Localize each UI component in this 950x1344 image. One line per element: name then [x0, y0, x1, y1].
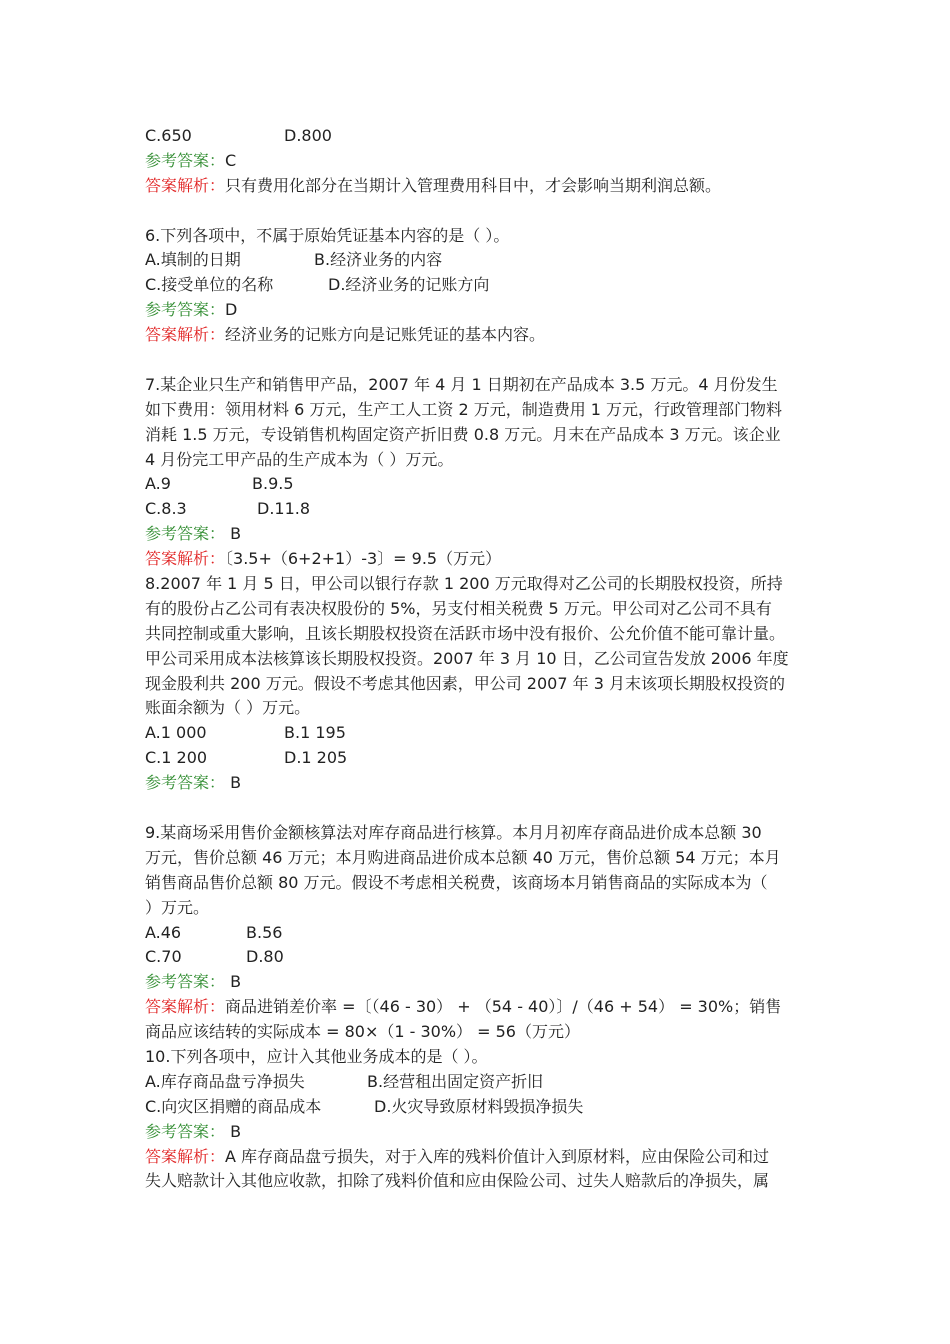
q5-answer: [145, 149, 810, 174]
q9-option-d: D.80: [246, 947, 284, 967]
q7-stem-line: 7.某企业只生产和销售甲产品，2007 年 4 月 1 日期初在产品成本 3.5 万元。4 月份发生: [145, 374, 778, 394]
explanation-text: 经济业务的记账方向是记账凭证的基本内容。: [225, 325, 546, 345]
q6-option-d: D.经济业务的记账方向: [328, 275, 490, 295]
q7-answer: [145, 522, 810, 547]
q7-options-ab: [145, 472, 810, 497]
q8-stem-line: 8.2007 年 1 月 5 日，甲公司以银行存款 1 200 万元取得对乙公司的长期股权投资，所持: [145, 574, 783, 594]
q7-option-b: B.9.5: [252, 474, 294, 494]
q8-stem-line: 共同控制或重大影响，且该长期股权投资在活跃市场中没有报价、公允价值不能可靠计量。: [145, 623, 786, 643]
explanation-label: 答案解析：: [145, 997, 226, 1017]
q8-option-a: A.1 000: [145, 723, 207, 743]
q6-option-b: B.经济业务的内容: [314, 250, 443, 270]
spacer: [145, 199, 810, 224]
q9-stem-line: 9.某商场采用售价金额核算法对库存商品进行核算。本月月初库存商品进价成本总额 30: [145, 822, 762, 842]
q10-options-ab: [145, 1070, 810, 1095]
q8-stem-line: 有的股份占乙公司有表决权股份的 5%，另支付相关税费 5 万元。甲公司对乙公司不具有: [145, 598, 772, 618]
answer-value: C: [225, 150, 237, 170]
answer-value: B: [230, 524, 242, 544]
q10-option-a: A.库存商品盘亏净损失: [145, 1071, 305, 1091]
q5-explanation: [145, 174, 810, 199]
q8-stem-line: 现金股利共 200 万元。假设不考虑其他因素，甲公司 2007 年 3 月末该项长期股权投资的: [145, 673, 785, 693]
q7-option-d: D.11.8: [257, 499, 311, 519]
q6-answer: [145, 298, 810, 323]
q6-options-ab: [145, 248, 810, 273]
q7-options-cd: [145, 497, 810, 522]
q9-option-a: A.46: [145, 922, 182, 942]
explanation-label: 答案解析：: [145, 325, 226, 345]
q5-options-cd: [145, 124, 810, 149]
q10-stem: 10.下列各项中，应计入其他业务成本的是（ ）。: [145, 1046, 488, 1066]
q9-option-b: B.56: [246, 922, 283, 942]
explanation-label: 答案解析：: [145, 175, 226, 195]
answer-label: 参考答案：: [145, 972, 226, 992]
q9-explanation-cont: 商品应该结转的实际成本 = 80×（1 - 30%） = 56（万元）: [145, 1022, 580, 1042]
spacer: [145, 348, 810, 373]
q10-option-d: D.火灾导致原材料毁损净损失: [374, 1096, 584, 1116]
answer-label: 参考答案：: [145, 300, 226, 320]
q8-options-ab: [145, 721, 810, 746]
q7-explanation: [145, 547, 810, 572]
q9-answer: [145, 970, 810, 995]
q9-options-ab: [145, 921, 810, 946]
answer-label: 参考答案：: [145, 524, 226, 544]
answer-value: B: [230, 1121, 242, 1141]
q8-options-cd: [145, 746, 810, 771]
q6-explanation: [145, 323, 810, 348]
answer-label: 参考答案：: [145, 150, 226, 170]
q8-answer: [145, 771, 810, 796]
q5-option-d: D.800: [284, 126, 332, 145]
q7-stem-line: 如下费用：领用材料 6 万元，生产工人工资 2 万元，制造费用 1 万元，行政管理部门物料: [145, 399, 783, 419]
answer-value: D: [225, 300, 238, 320]
q10-option-b: B.经营租出固定资产折旧: [367, 1071, 544, 1091]
q9-stem-line: ）万元。: [145, 897, 210, 917]
q10-explanation-cont: 失人赔款计入其他应收款，扣除了残料价值和应由保险公司、过失人赔款后的净损失，属: [145, 1171, 770, 1191]
q10-options-cd: [145, 1095, 810, 1120]
q9-explanation: [145, 995, 810, 1020]
q10-option-c: C.向灾区捐赠的商品成本: [145, 1096, 322, 1116]
answer-value: B: [230, 972, 242, 992]
q7-option-c: C.8.3: [145, 499, 187, 519]
q10-explanation: [145, 1145, 810, 1170]
q9-stem-line: 销售商品售价总额 80 万元。假设不考虑相关税费，该商场本月销售商品的实际成本为（: [145, 872, 768, 892]
explanation-label: 答案解析：: [145, 1146, 226, 1166]
explanation-label: 答案解析：: [145, 549, 226, 569]
q9-option-c: C.70: [145, 947, 182, 967]
q6-stem: 6.下列各项中，不属于原始凭证基本内容的是（ ）。: [145, 225, 510, 245]
document-page: [145, 124, 810, 1194]
q9-stem-line: 万元，售价总额 46 万元；本月购进商品进价成本总额 40 万元，售价总额 54 万元；本月: [145, 847, 781, 867]
q8-option-d: D.1 205: [284, 748, 348, 768]
explanation-text: 商品进销差价率 =〔（46 - 30） + （54 - 40）〕/（46 + 54） = 30%；销售: [225, 997, 782, 1017]
q6-options-cd: [145, 273, 810, 298]
q6-option-a: A.填制的日期: [145, 250, 241, 270]
q5-option-c: C.650: [145, 126, 192, 145]
q7-stem-line: 4 月份完工甲产品的生产成本为（ ）万元。: [145, 449, 454, 469]
q7-stem-line: 消耗 1.5 万元，专设销售机构固定资产折旧费 0.8 万元。月末在产品成本 3 万元。该企业: [145, 424, 781, 444]
q8-option-b: B.1 195: [284, 723, 346, 743]
answer-label: 参考答案：: [145, 1121, 226, 1141]
spacer: [145, 796, 810, 821]
answer-label: 参考答案：: [145, 773, 226, 793]
answer-value: B: [230, 773, 242, 793]
explanation-text: 只有费用化部分在当期计入管理费用科目中，才会影响当期利润总额。: [225, 175, 722, 195]
q6-option-c: C.接受单位的名称: [145, 275, 274, 295]
explanation-text: 〔3.5+（6+2+1）-3〕= 9.5（万元）: [225, 549, 502, 569]
q8-stem-line: 账面余额为（ ）万元。: [145, 698, 311, 718]
q8-stem-line: 甲公司采用成本法核算该长期股权投资。2007 年 3 月 10 日，乙公司宣告发放 2006 年度: [145, 648, 789, 668]
q8-option-c: C.1 200: [145, 748, 208, 768]
q10-answer: [145, 1120, 810, 1145]
q9-options-cd: [145, 945, 810, 970]
explanation-text: A 库存商品盘亏损失，对于入库的残料价值计入到原材料，应由保险公司和过: [225, 1146, 770, 1166]
q7-option-a: A.9: [145, 474, 171, 494]
